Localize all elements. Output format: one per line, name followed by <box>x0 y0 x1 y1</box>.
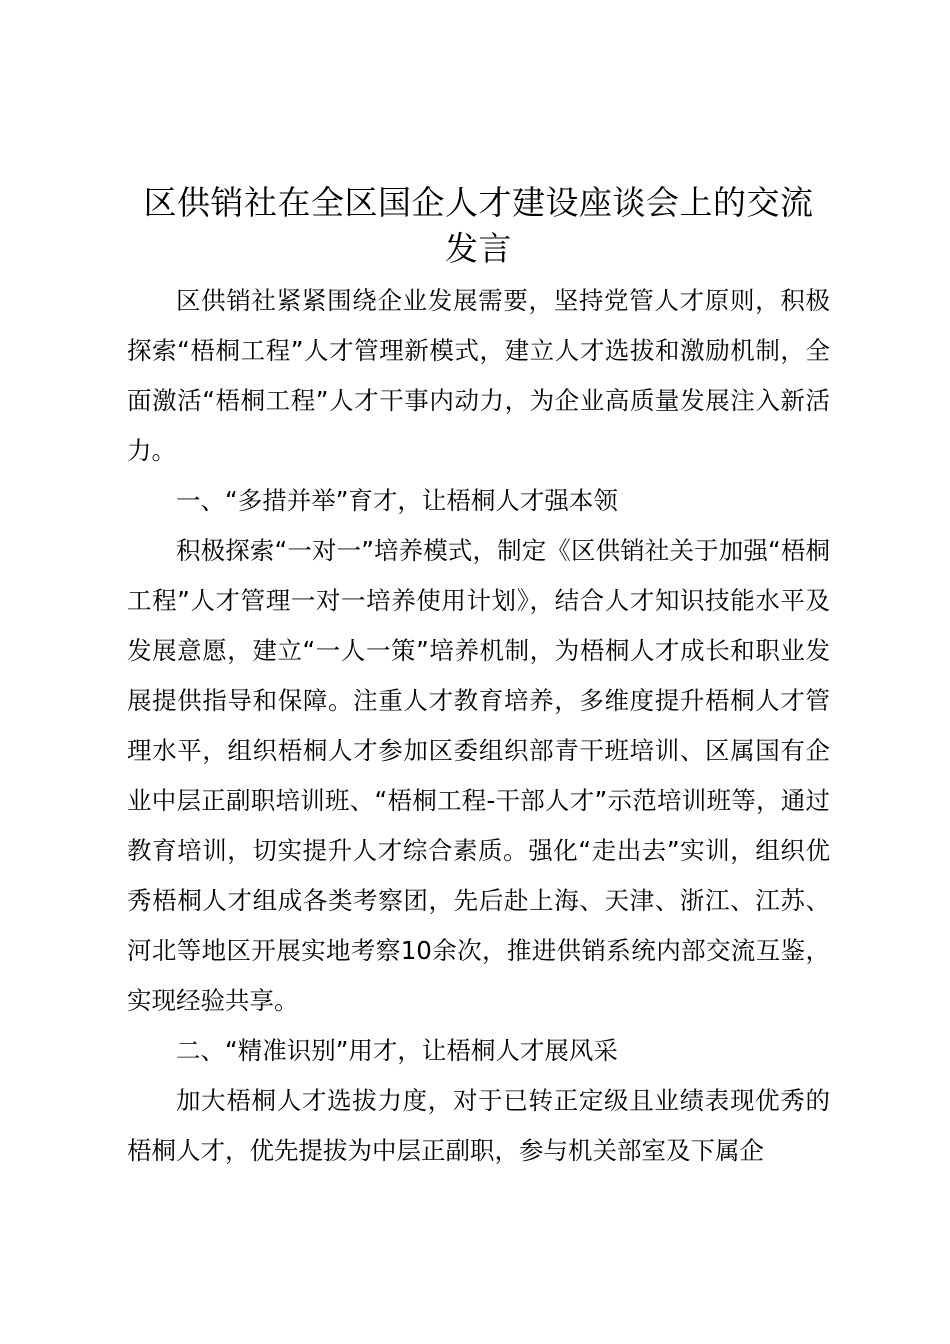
section1-heading: 一、“多措并举”育才，让梧桐人才强本领 <box>176 486 618 515</box>
intro-paragraph: 区供销社紧紧围绕企业发展需要，坚持党管人才原则，积极探索“梧桐工程”人才管理新模式，建立人才选拔和激励机制，全面激活“梧桐工程”人才干事内动力，为企业高质量发展注入新活力。 <box>127 286 830 465</box>
section2-heading: 二、“精准识别”用才，让梧桐人才展风采 <box>176 1036 618 1065</box>
section2-paragraph: 加大梧桐人才选拔力度，对于已转正定级且业绩表现优秀的梧桐人才，优先提拔为中层正副职，参与机关部室及下属企 <box>127 1086 830 1165</box>
document-page <box>127 180 830 1176</box>
section1-paragraph: 积极探索“一对一”培养模式，制定《区供销社关于加强“梧桐工程”人才管理一对一培养使用计划》，结合人才知识技能水平及发展意愿，建立“一人一策”培养机制，为梧桐人才成长和职业发展提供指导和保障。注重人才教育培养，多维度提升梧桐人才管理水平，组织梧桐人才参加区委组织部青干班培训、区属国有企业中层正副职培训班、“梧桐工程-干部人才”示范培训班等，通过教育培训，切实提升人才综合素质。强化“走出去”实训，组织优秀梧桐人才组成各类考察团，先后赴上海、天津、浙江、江苏、河北等地区开展实地考察10余次，推进供销系统内部交流互鉴，实现经验共享。 <box>127 536 830 1015</box>
document-title: 区供销社在全区国企人才建设座谈会上的交流发言 <box>143 183 814 268</box>
